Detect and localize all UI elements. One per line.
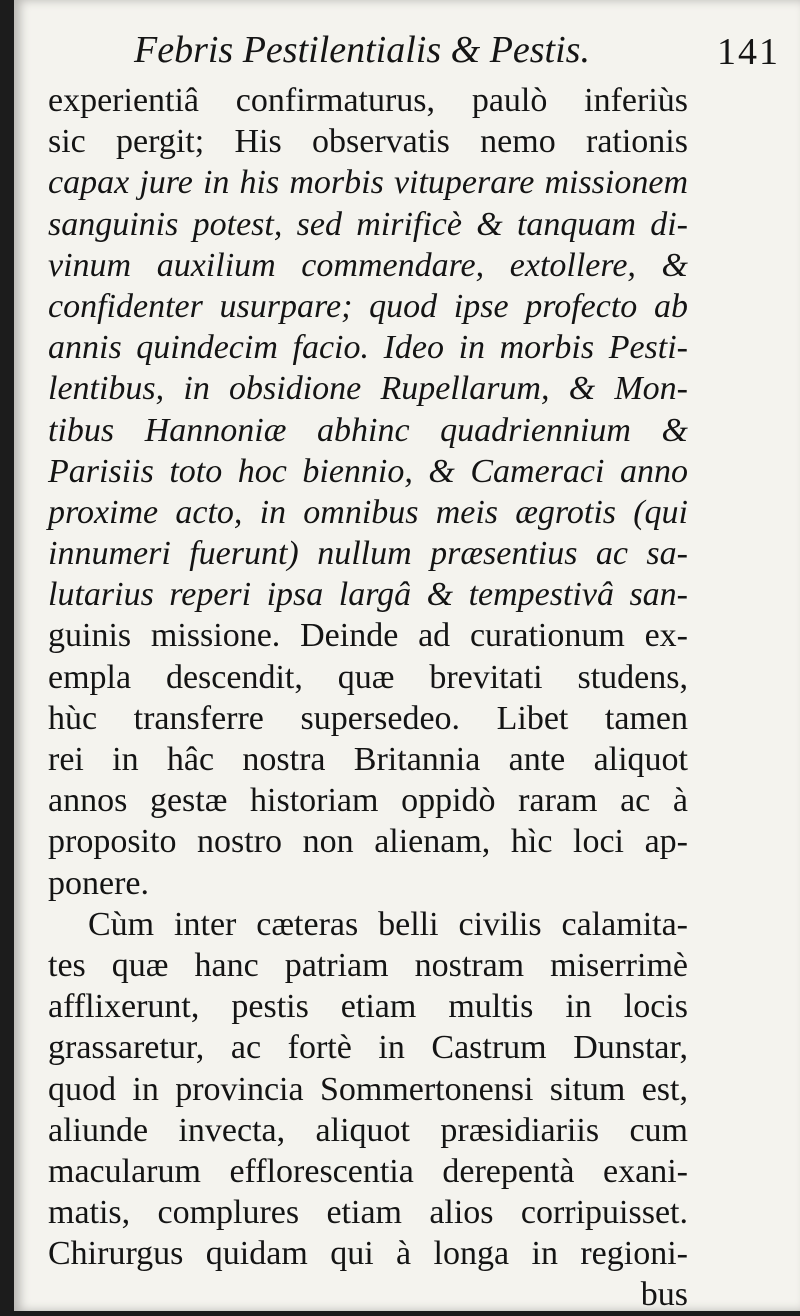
text-line: experientiâ confirmaturus, paulò inferiùs [48, 82, 688, 119]
running-head [14, 22, 800, 78]
text-line: hùc transferre supersedeo. Libet tamen [48, 699, 688, 737]
running-head-title: Febris Pestilentialis & Pestis. [134, 29, 590, 71]
text-line: guinis missione. Deinde ad curationum ex- [48, 617, 688, 655]
text-line: proxime acto, in omnibus meis ægrotis (qui [48, 493, 688, 531]
text-line: Parisiis toto hoc biennio, & Cameraci anno [48, 452, 688, 490]
text-line: capax jure in his morbis vituperare missionem [48, 164, 688, 202]
text-line: grassaretur, ac fortè in Castrum Dunstar, [48, 1029, 688, 1067]
text-line: annos gestæ historiam oppidò raram ac à [48, 782, 688, 820]
text-line: afflixerunt, pestis etiam multis in locis [48, 988, 688, 1026]
text-line: confidenter usurpare; quod ipse profecto ab [48, 287, 688, 325]
text-line: aliunde invecta, aliquot præsidiariis cum [48, 1111, 688, 1149]
text-line: matis, complures etiam alios corripuisset. [48, 1194, 688, 1232]
text-line: macularum efflorescentia derepentà exani- [48, 1152, 688, 1190]
text-line: sanguinis potest, sed mirificè & tanquam di- [48, 205, 688, 243]
text-line: annis quindecim facio. Ideo in morbis Pesti- [48, 329, 688, 367]
text-line: sic pergit; His observatis nemo rationis [48, 123, 688, 161]
text-line: Chirurgus quidam qui à longa in regioni- [48, 1235, 688, 1273]
text-line: empla descendit, quæ brevitati studens, [48, 658, 688, 696]
text-line: Cùm inter cæteras belli civilis calamita- [88, 905, 688, 943]
text-line: proposito nostro non alienam, hìc loci ap- [48, 823, 688, 861]
text-line: lentibus, in obsidione Rupellarum, & Mon- [48, 370, 688, 408]
text-line: lutarius reperi ipsa largâ & tempestivâ san- [48, 576, 688, 614]
page-number: 141 [717, 31, 780, 73]
text-line: ponere. [48, 864, 150, 902]
catchword: bus [640, 1276, 688, 1314]
text-line: tes quæ hanc patriam nostram miserrimè [48, 946, 688, 984]
text-line: rei in hâc nostra Britannia ante aliquot [48, 741, 688, 778]
text-line: vinum auxilium commendare, extollere, & [48, 246, 688, 284]
text-line: innumeri fuerunt) nullum præsentius ac sa- [48, 535, 688, 573]
body-text [48, 80, 688, 1316]
text-line: tibus Hannoniæ abhinc quadriennium & [48, 411, 688, 449]
book-page [14, 0, 800, 1314]
text-line: quod in provincia Sommertonensi situm est, [48, 1070, 688, 1108]
